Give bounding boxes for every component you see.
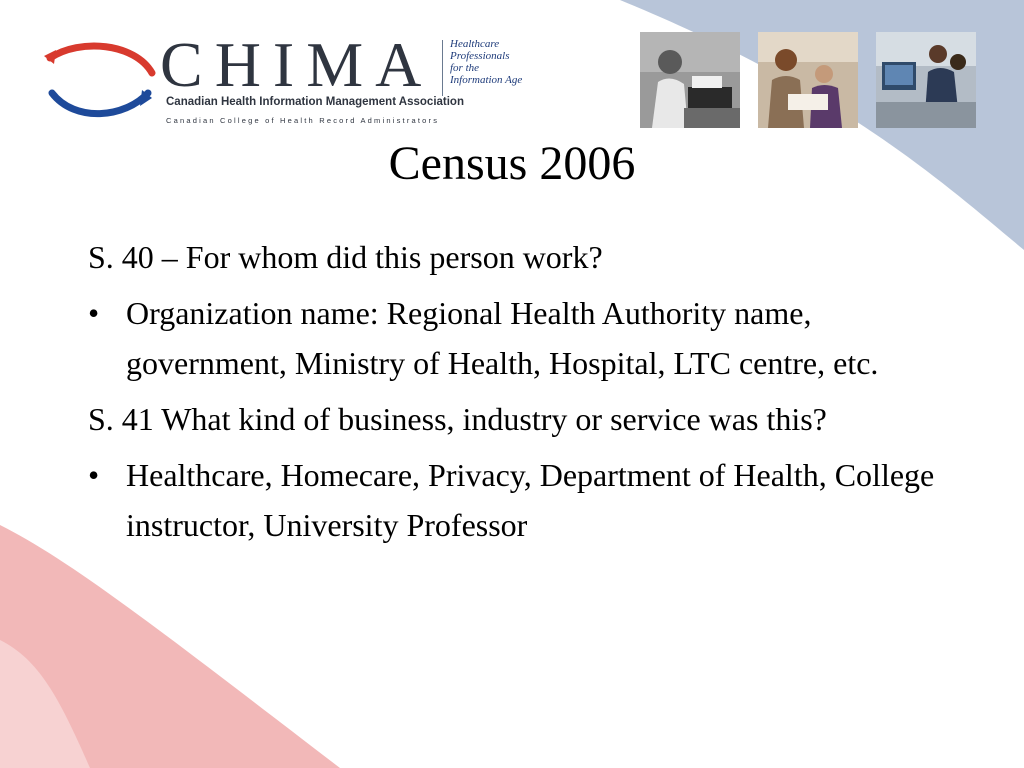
answer-s40-bullet xyxy=(88,288,948,388)
bullet-icon: • xyxy=(88,457,100,493)
bullet-text: Healthcare, Homecare, Privacy, Department of Health, College instructor, University Professor xyxy=(126,457,935,543)
chima-logo xyxy=(40,30,550,130)
office-worker-photo xyxy=(758,32,858,128)
logo-association-name: Canadian Health Information Management Association xyxy=(166,96,464,108)
bullet-icon: • xyxy=(88,295,100,331)
typist-photo xyxy=(640,32,740,128)
paragraph-text: S. 40 – For whom did this person work? xyxy=(88,239,603,275)
paragraph-text: S. 41 What kind of business, industry or service was this? xyxy=(88,401,827,437)
computer-worker-photo xyxy=(876,32,976,128)
logo-tagline xyxy=(450,38,560,86)
question-s40 xyxy=(88,232,948,282)
logo-divider xyxy=(442,40,443,96)
tagline-line: for the xyxy=(450,62,480,74)
bullet-text: Organization name: Regional Health Authority name, government, Ministry of Health, Hospital, LTC centre, etc. xyxy=(126,295,879,381)
tagline-line: Healthcare xyxy=(450,38,500,50)
logo-college-name: Canadian College of Health Record Administrators xyxy=(166,116,440,125)
answer-s41-bullet xyxy=(88,450,948,550)
tagline-line: Professionals xyxy=(450,50,510,62)
question-s41 xyxy=(88,394,948,444)
logo-swoosh-icon xyxy=(40,38,160,128)
logo-wordmark: CHIMA xyxy=(160,29,434,100)
slide-title: Census 2006 xyxy=(388,137,636,190)
tagline-line: Information Age xyxy=(450,74,523,86)
slide-body xyxy=(88,232,948,556)
